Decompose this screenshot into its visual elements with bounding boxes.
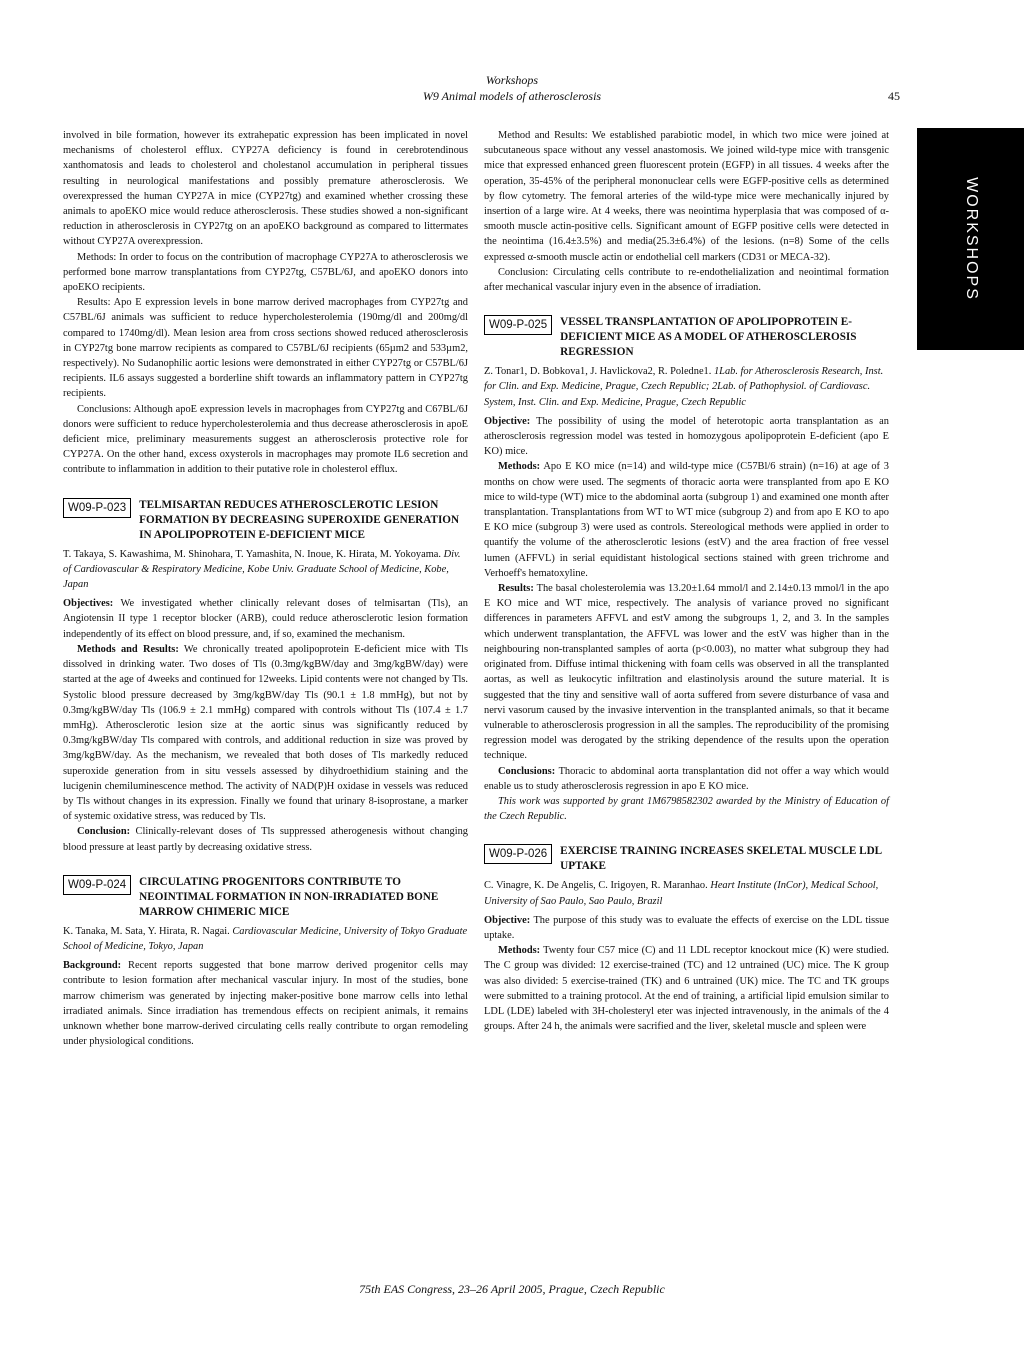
page-footer: 75th EAS Congress, 23–26 April 2005, Prague, Czech Republic — [359, 1282, 665, 1296]
label-conclusion: Conclusion: — [77, 826, 131, 838]
abstract-text: Apo E KO mice (n=14) and wild-type mice (C57Bl/6 strain) (n=16) at age of 3 months on chow were used. The segments of thoracic aorta were transplanted from apo E KO mice to wild-type (WT) mice to the abdominal aorta (subgroup 1) and examined one month after transplantation. Transplantations from WT to WT mice (subgroup 2) and from apo E KO to apo E KO mice (subgroup 3) were used as controls. Stereological methods were applied in order to quantify the volume of the atherosclerotic lesions (estV) and the area fraction of free vessel lumen (AFFVL) in serial equidistant histological sections stained with green trichrome and Verhoeff's hematoxyline. — [484, 461, 889, 579]
affiliation: 1Lab. for Atherosclerosis Research, Inst. for Clin. and Exp. Medicine, Prague, Czech Republic; 2Lab. of Pathophysiol. of Cardiovasc. System, Inst. Clin. and Exp. Medicine, Prague, Czech Republic — [484, 366, 884, 408]
abstract-text: We investigated whether clinically relevant doses of telmisartan (Tls), an Angiotensin II type 1 receptor blocker (ARB), could reduce atherosclerotic lesion formation independently of its effect on blood pressure, and, if so, examined the mechanism. — [63, 598, 468, 640]
paragraph: involved in bile formation, however its extrahepatic expression has been implicated in novel mechanisms of cholesterol efflux. CYP27A deficiency is found in cerebrotendinous xanthomatosis and leads to cholesterol and cholestanol accumulation in peripheral tissues resulting in neurological manifestations and possibly premature atherosclerosis. We overexpressed the human CYP27A in mice (CYP27tg) and examined whether crossing these animals to apoEKO mice would reduce atherosclerosis. These studies showed a non-significant reduction in atherosclerosis in CYP27tg on an apoEKO background as compared to littermates without CYP27A overexpression. — [63, 130, 468, 248]
left-column — [63, 128, 468, 1049]
section-tab-label: WORKSHOPS — [962, 177, 980, 301]
abstract-text: The basal cholesterolemia was 13.20±1.64 mmol/l and 2.14±0.13 mmol/l in the apo E KO mice and WT mice, respectively. The analysis of variance proved no significant differences in parameters AFFVL and estV among the subgroups 1, 2, and 3. In the samples which underwent transplantation, the AFFVL was lower and the estV was higher than in the neighbouring non-transplanted samples of aorta (p<0.003), no matter what subgroup they had originated from. Diffuse intimal thickening with foam cells was observed in all the transplanted aortas, as well as leukocytic infiltration and elastinolysis around the suture material. It is suggested that the tiny and sensitive wall of aorta suffered from severe disturbance of vasa and nervi vasorum caused by the invasive intervention in the transplanted animals, so that it became vulnerable to atherosclerosis progression in all the samples. The reproducibility of the promising regression model was derogated by the striking dependence of the results upon the operation technique. — [484, 583, 889, 762]
affiliation: Heart Institute (InCor), Medical School, University of Sao Paulo, Sao Paulo, Brazil — [484, 880, 879, 907]
abstract-authors — [63, 547, 468, 593]
author-list: Z. Tonar1, D. Bobkova1, J. Havlickova2, R. Poledne1. — [484, 366, 712, 378]
section-tab — [917, 128, 1024, 350]
label-objective: Objective: — [484, 415, 531, 427]
abstract-w09-p-023 — [63, 498, 468, 855]
abstract-code: W09-P-024 — [63, 875, 131, 895]
author-list: C. Vinagre, K. De Angelis, C. Irigoyen, R. Maranhao. — [484, 880, 708, 892]
label-methods: Methods: — [498, 461, 541, 473]
abstract-authors — [63, 924, 468, 954]
paragraph: Results: Apo E expression levels in bone marrow derived macrophages from CYP27tg and C57BL/6J animals was sufficient to reduce hypercholesterolemia (190mg/dl and 200mg/dl compared to 1740mg/dl). Mean lesion area from cross sections showed reduced atherosclerosis in CYP27tg bone marrow recipients as compared to C57BL/6J recipients (65µm2 and 533µm2, respectively). No Sudanophilic aortic lesions were demonstrated in either CYP27tg or C57BL/6J recipients. IL6 assays suggested a borderline shift towards an inflammatory pattern in CYP27tg recipients. — [63, 297, 468, 400]
abstract-title: VESSEL TRANSPLANTATION OF APOLIPOPROTEIN E-DEFICIENT MICE AS A MODEL OF ATHEROSCLEROSIS REGRESSION — [560, 316, 857, 359]
abstract-authors — [484, 364, 889, 410]
affiliation: Cardiovascular Medicine, University of Tokyo Graduate School of Medicine, Tokyo, Japan — [63, 925, 468, 952]
grant-note: This work was supported by grant 1M6798582302 awarded by the Ministry of Education of the Czech Republic. — [484, 795, 889, 823]
abstract-title: CIRCULATING PROGENITORS CONTRIBUTE TO NEOINTIMAL FORMATION IN NON-IRRADIATED BONE MARROW CHIMERIC MICE — [139, 875, 439, 918]
abstract-text: The purpose of this study was to evaluate the effects of exercise on the LDL tissue uptake. — [484, 914, 889, 941]
label-methods: Methods: — [498, 945, 541, 957]
affiliation: Div. of Cardiovascular & Respiratory Medicine, Kobe Univ. Graduate School of Medicine, Kobe, Japan — [63, 548, 461, 591]
label-objectives: Objectives: — [63, 598, 114, 610]
abstract-code: W09-P-023 — [63, 498, 131, 518]
header-subsection: W9 Animal models of atherosclerosis — [422, 89, 602, 103]
label-objective: Objective: — [484, 914, 531, 926]
label-methods-results: Methods and Results: — [77, 643, 179, 655]
running-header — [0, 72, 1024, 104]
abstract-title: TELMISARTAN REDUCES ATHEROSCLEROTIC LESION FORMATION BY DECREASING SUPEROXIDE GENERATION IN APOLIPOPROTEIN E-DEFICIENT MICE — [139, 498, 460, 541]
abstract-text: Recent reports suggested that bone marrow derived progenitor cells may contribute to lesion formation after mechanical vascular injury. In most of the studies, bone marrow chimerism was generated by injecting maker-positive bone marrow cells into lethal irradiated animals. Since irradiation has tremendous effects on recipient animals, it remains unknown whether bone marrow-derived circulating cells really contribute to organ remodeling under physiological conditions. — [63, 960, 468, 1048]
author-list: K. Tanaka, M. Sata, Y. Hirata, R. Nagai. — [63, 925, 230, 937]
paragraph: Method and Results: We established parabiotic model, in which two mice were joined at subcutaneous space without any vessel anastomosis. We joined wild-type mice with transgenic mice that expressed enhanced green fluorescent protein (EGFP) in all tissues. 4 weeks after the operation, 35-45% of the peripheral mononuclear cells were EGFP-positive cells as determined by flow cytometry. The femoral arteries of the wild-type mice were mechanically injured by insertion of a large wire. At 4 weeks, there was neointima hyperplasia that was composed of α-smooth muscle actin-positive cells. Significant amount of EGFP positive cells were detected in the neointima (16.4±3.5%) and media(25.3±6.4%) of the lesions. (n=8) Some of the cells expressed α-smooth muscle actin or endothelial cell markers (CD31 or MECA-32). — [484, 130, 889, 263]
header-section: Workshops — [485, 73, 539, 87]
abstract-w09-p-026 — [484, 844, 889, 1034]
abstract-text: Clinically-relevant doses of Tls suppressed atherogenesis without changing blood pressure at least partly by decreasing oxidative stress. — [63, 826, 468, 853]
abstract-text: Thoracic to abdominal aorta transplantation did not offer a way which would enable us to study atherosclerosis regression in apo E KO mice. — [484, 765, 889, 792]
paragraph: Conclusion: Circulating cells contribute to re-endothelialization and neointimal formation after mechanical vascular injury even in the absence of irradiation. — [484, 266, 889, 294]
label-conclusions: Conclusions: — [498, 765, 556, 777]
abstract-w09-p-025 — [484, 315, 889, 824]
label-background: Background: — [63, 960, 122, 972]
abstract-code: W09-P-025 — [484, 315, 552, 335]
abstract-authors — [484, 878, 889, 908]
author-list: T. Takaya, S. Kawashima, M. Shinohara, T. Yamashita, N. Inoue, K. Hirata, M. Yokoyama. — [63, 548, 441, 560]
paragraph: Methods: In order to focus on the contribution of macrophage CYP27A to atherosclerosis we performed bone marrow transplantations from CYP27tg, C57BL/6J, and apoEKO donors into apoEKO recipients. — [63, 251, 468, 294]
right-column — [484, 128, 889, 1034]
page-number: 45 — [888, 89, 900, 103]
abstract-text: The possibility of using the model of heterotopic aorta transplantation as an atherosclerosis regression model was tested in homozygous apolipoprotein E-deficient (apo E KO) mice. — [484, 415, 889, 458]
abstract-w09-p-024 — [63, 875, 468, 1050]
abstract-text: We chronically treated apolipoprotein E-deficient mice with Tls dissolved in drinking water. Two doses of Tls (0.3mg/kgBW/day and 3mg/kgBW/day) were started at the age of 4weeks and continued for 12weeks. Lipid contents were not changed by Tls. Systolic blood pressure decreased by 3mg/kgBW/day Tls (90.1 ± 1.8 mmHg), but not by 0.3mg/kgBW/day Tls (106.9 ± 2.1 mmHg) compared with controls without Tls (107.4 ± 1.7 mmHg). Atherosclerotic lesion size at the aortic sinus was significantly reduced by 0.3mg/kgBW/day Tls compared with controls, and additional reduction in size was proved by 3mg/kgBW/day. As the mechanism, we revealed that both doses of Tls markedly reduced superoxide generation from in situ vessels assessed by dihydroethidium staining and the lucigenin chemiluminescence method. The activity of NAD(P)H oxidase in vessels was reduced by Tls without changes in its expression. Finally we found that urinary 8-isoprostane, a marker of systemic oxidative stress, was reduced by Tls. — [63, 643, 468, 823]
abstract-title: EXERCISE TRAINING INCREASES SKELETAL MUSCLE LDL UPTAKE — [560, 845, 882, 873]
abstract-code: W09-P-026 — [484, 844, 552, 864]
abstract-text: Twenty four C57 mice (C) and 11 LDL receptor knockout mice (K) were studied. The C group was divided: 12 exercise-trained (TC) and 12 untrained (UC) mice. The K group was also divided: 5 exercise-trained (TK) and 6 untrained (UK) mice. The TC and TK groups were submitted to a training protocol. At the end of training, a artificial lipid emulsion similar to LDL (LDE) labeled with 3H-cholesteryl eter was injected intravenously, in the animals of the 4 groups. After 24 h, the animals were sacrified and the liver, skeletal muscle and spleen were — [484, 945, 889, 1033]
label-results: Results: — [498, 583, 534, 595]
paragraph: Conclusions: Although apoE expression levels in macrophages from CYP27tg and C67BL/6J donors were sufficient to reduce hypercholesterolemia and thus decrease atherosclerosis in apoE deficient mice, preliminary measurements suggest an atherosclerosis protective role for CYP27A. On the other hand, excess oxysterols in macrophages may promote IL6 secretion and contribute to inflammation in addition to their putative role in cholesterol efflux. — [63, 403, 468, 476]
